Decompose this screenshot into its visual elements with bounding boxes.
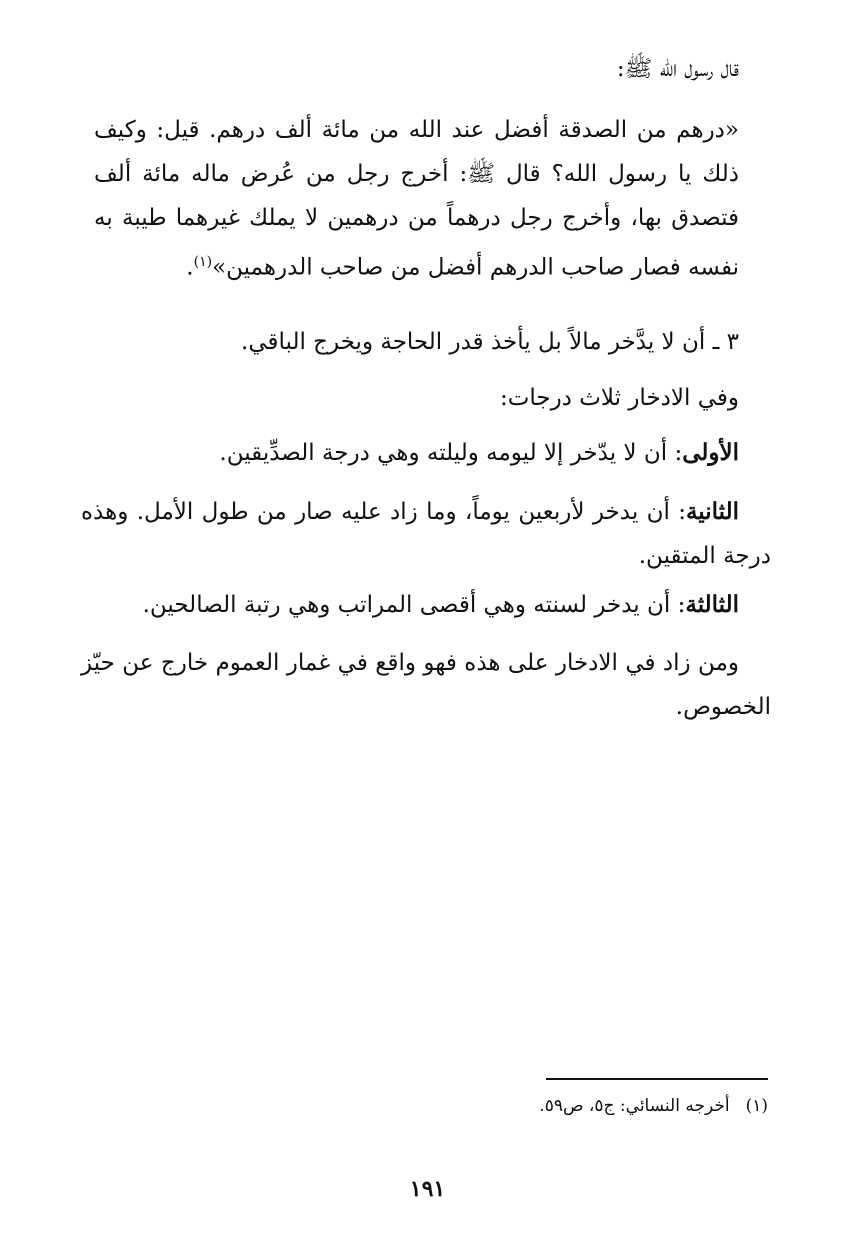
first-degree-text: : أن لا يدّخر إلا ليومه وليلته وهي درجة الصدِّيقين. (219, 440, 683, 466)
page-number: ١٩١ (409, 1176, 446, 1202)
footnote-text: أخرجه النسائي: ج٥، ص٥٩. (539, 1096, 730, 1116)
hadith-intro: قال رسول الله ﷺ: (616, 56, 739, 82)
hadith-quote (94, 108, 739, 290)
second-degree-text: : أن يدخر لأربعين يوماً، وما زاد عليه صار من طول الأمل. وهذه درجة المتقين. (81, 499, 771, 569)
first-degree-label: الأولى (682, 439, 739, 466)
third-degree-label: الثالثة (685, 591, 739, 618)
first-degree (219, 438, 739, 468)
hadith-end: . (186, 254, 194, 281)
footnote-divider (546, 1078, 768, 1080)
second-degree (81, 490, 771, 578)
hadith-text: «درهم من الصدقة أفضل عند الله من مائة ألف درهم. قيل: وكيف ذلك يا رسول الله؟ قال ﷺ: أخرج رجل من عُرض ماله مائة ألف فتصدق بها، وأخرج رجل درهماً من درهمين لا يملك غيرهما طيبة به نفسه فصار صاحب الدرهم أفضل من صاحب الدرهمين» (94, 117, 739, 281)
footnote-reference: (١) (193, 254, 213, 270)
conclusion-paragraph: ومن زاد في الادخار على هذه فهو واقع في غمار العموم خارج عن حيّز الخصوص. (81, 650, 771, 720)
footnote-number: (١) (745, 1096, 768, 1116)
footnote (539, 1093, 768, 1119)
second-degree-label: الثانية (685, 498, 739, 525)
third-degree-text: : أن يدخر لسنته وهي أقصى المراتب وهي رتبة الصالحين. (142, 592, 686, 618)
degrees-intro: وفي الادخار ثلاث درجات: (499, 385, 739, 411)
point-three: ٣ ـ أن لا يدَّخر مالاً بل يأخذ قدر الحاجة ويخرج الباقي. (241, 329, 739, 355)
third-degree (143, 590, 739, 620)
